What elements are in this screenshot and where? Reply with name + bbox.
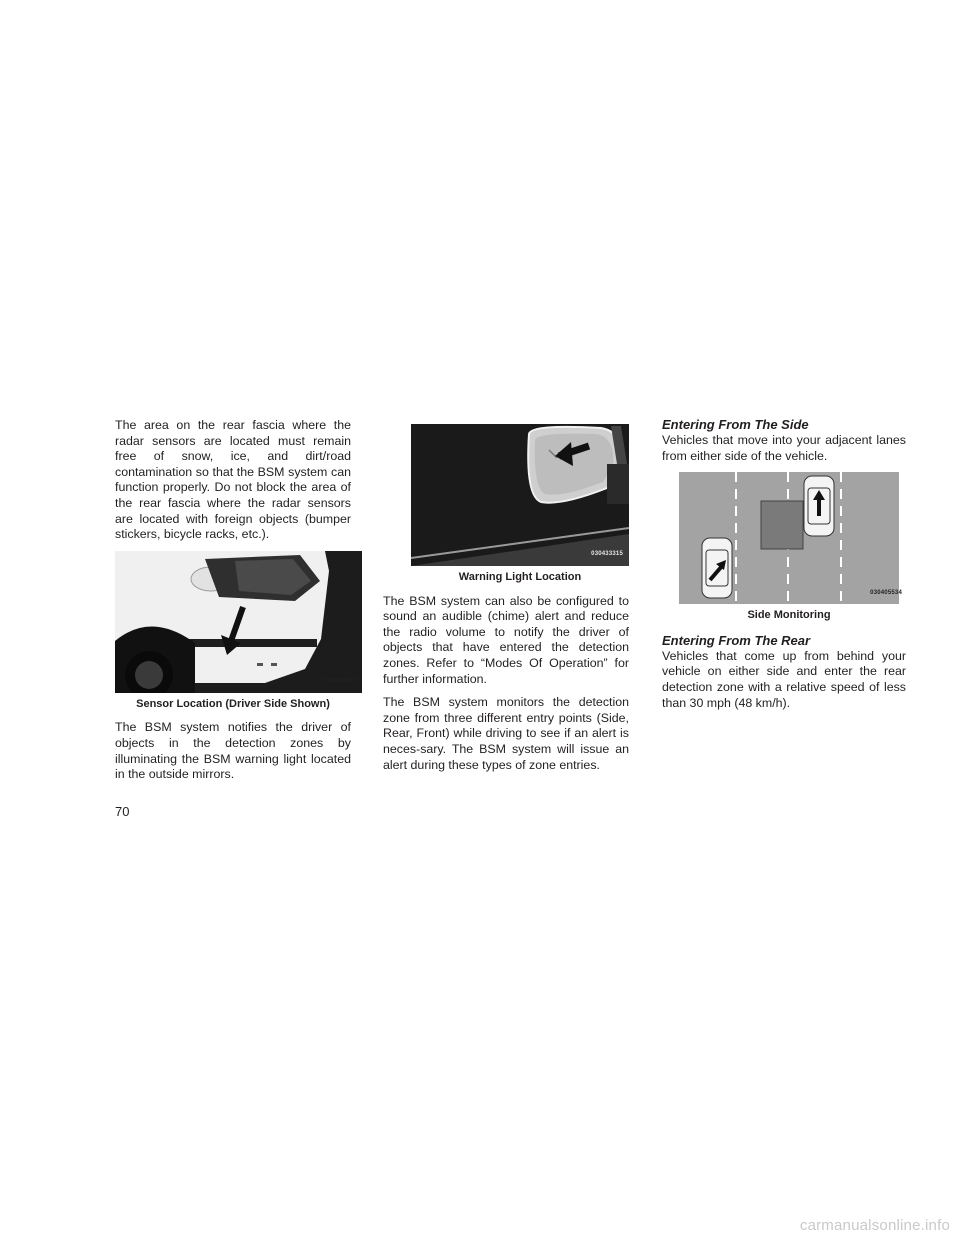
- rear-entry-paragraph: Vehicles that come up from behind your vehicle on either side and enter the rear detection zone with a relative speed of less than 30 mph (48 km/h).: [662, 648, 906, 710]
- lead-vehicle: [804, 476, 834, 536]
- column-right: [662, 418, 906, 711]
- sensor-location-figure: [115, 551, 362, 693]
- warning-light-figure: [411, 424, 629, 566]
- entry-points-paragraph: The BSM system monitors the detection zone from three different entry points (Side, Rear, Front) while driving to see if an alert is neces-sary. The BSM system will issue an alert during these types of zone entries.: [383, 695, 629, 772]
- figure-caption: Warning Light Location: [458, 571, 582, 583]
- column-middle: [383, 424, 629, 773]
- sensor-location-illustration: [115, 551, 362, 693]
- watermark: carmanualsonline.info: [799, 1217, 950, 1234]
- rear-fascia-paragraph: The area on the rear fascia where the radar sensors are located must remain free of snow, ice, and dirt/road contamination so that the BSM system can function properly. Do not block the area of the rear fascia where the radar sensors are located with foreign objects (bumper stickers, bicycle racks, etc.).: [115, 418, 351, 542]
- side-monitoring-figure: [670, 472, 908, 604]
- figure-caption: Side Monitoring: [747, 609, 831, 622]
- entering-from-rear-heading: Entering From The Rear: [662, 632, 811, 648]
- column-left: [115, 418, 356, 783]
- audible-alert-paragraph: The BSM system can also be configured to sound an audible (chime) alert and reduce the radio volume to notify the driver of objects that have entered the detection zones. Refer to “Modes Of Operation” for further information.: [383, 593, 629, 686]
- side-monitoring-illustration: [670, 472, 908, 604]
- entering-from-side-heading: Entering From The Side: [662, 417, 809, 432]
- page-number: 70: [115, 804, 130, 819]
- figure-code: 030433315: [591, 551, 623, 558]
- side-entry-paragraph: Vehicles that move into your adjacent lanes from either side of the vehicle.: [662, 433, 906, 463]
- warning-light-illustration: [411, 424, 629, 566]
- figure-code: 030405534: [870, 589, 902, 596]
- bsm-notifies-paragraph: The BSM system notifies the driver of objects in the detection zones by illuminating the BSM warning light located in the outside mirrors.: [115, 720, 351, 782]
- side-vehicle: [702, 538, 732, 598]
- figure-caption: Sensor Location (Driver Side Shown): [136, 697, 330, 710]
- figure-code: 030409806: [324, 678, 356, 685]
